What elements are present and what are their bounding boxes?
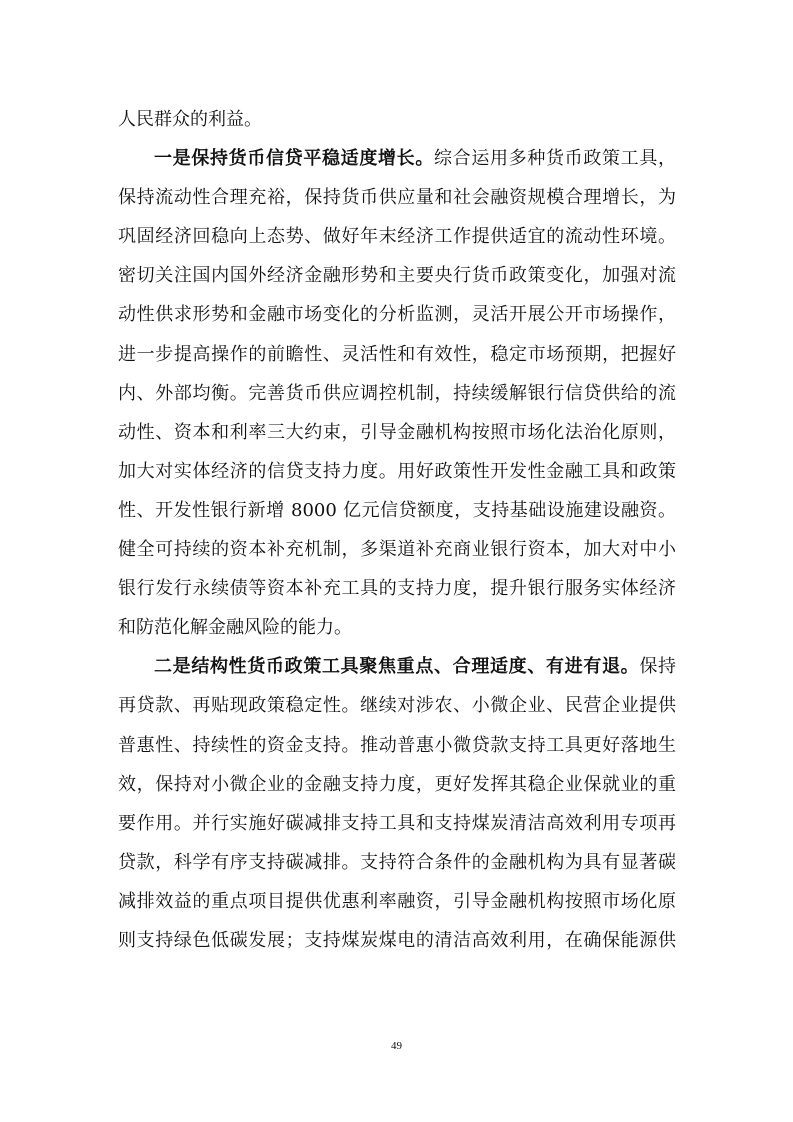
paragraph-text: 综合运用多种货币政策工具， xyxy=(434,148,676,170)
page-number: 49 xyxy=(391,1040,402,1052)
paragraph-line: 进一步提高操作的前瞻性、灵活性和有效性，稳定市场预期，把握好 xyxy=(118,343,676,365)
paragraph-line xyxy=(118,139,676,178)
paragraph-line: 贷款，科学有序支持碳减排。支持符合条件的金融机构为具有显著碳 xyxy=(118,851,676,873)
section-heading: 一是保持货币信贷平稳适度增长。 xyxy=(154,148,434,170)
section-heading: 二是结构性货币政策工具聚焦重点、合理适度、有进有退。 xyxy=(154,656,640,678)
paragraph-line: 密切关注国内国外经济金融形势和主要央行货币政策变化，加强对流 xyxy=(118,265,676,287)
paragraph-line: 性、开发性银行新增 8000 亿元信贷额度，支持基础设施建设融资。 xyxy=(118,499,676,521)
paragraph-line: 普惠性、持续性的资金支持。推动普惠小微贷款支持工具更好落地生 xyxy=(118,734,676,756)
paragraph-line: 巩固经济回稳向上态势、做好年末经济工作提供适宜的流动性环境。 xyxy=(118,226,676,248)
paragraph-line: 银行发行永续债等资本补充工具的支持力度，提升银行服务实体经济 xyxy=(118,578,676,600)
paragraph-line: 效，保持对小微企业的金融支持力度，更好发挥其稳企业保就业的重 xyxy=(118,773,676,795)
paragraph-line xyxy=(118,647,676,686)
paragraph-line: 健全可持续的资本补充机制，多渠道补充商业银行资本，加大对中小 xyxy=(118,539,676,561)
paragraph-line: 人民群众的利益。 xyxy=(118,109,262,130)
paragraph-line: 和防范化解金融风险的能力。 xyxy=(118,617,352,639)
paragraph-line: 减排效益的重点项目提供优惠利率融资，引导金融机构按照市场化原 xyxy=(118,890,676,912)
paragraph-line: 保持流动性合理充裕，保持货币供应量和社会融资规模合理增长，为 xyxy=(118,187,676,209)
paragraph-line: 动性供求形势和金融市场变化的分析监测，灵活开展公开市场操作， xyxy=(118,304,676,326)
paragraph-line: 内、外部均衡。完善货币供应调控机制，持续缓解银行信贷供给的流 xyxy=(118,382,676,404)
document-body xyxy=(118,100,676,960)
paragraph-line: 动性、资本和利率三大约束，引导金融机构按照市场化法治化原则， xyxy=(118,421,676,443)
paragraph-text: 保持 xyxy=(639,656,677,678)
paragraph-line: 则支持绿色低碳发展；支持煤炭煤电的清洁高效利用，在确保能源供 xyxy=(118,929,676,951)
paragraph-line: 再贷款、再贴现政策稳定性。继续对涉农、小微企业、民营企业提供 xyxy=(118,695,676,717)
paragraph-line: 要作用。并行实施好碳减排支持工具和支持煤炭清洁高效利用专项再 xyxy=(118,812,676,834)
paragraph-line: 加大对实体经济的信贷支持力度。用好政策性开发性金融工具和政策 xyxy=(118,460,676,482)
